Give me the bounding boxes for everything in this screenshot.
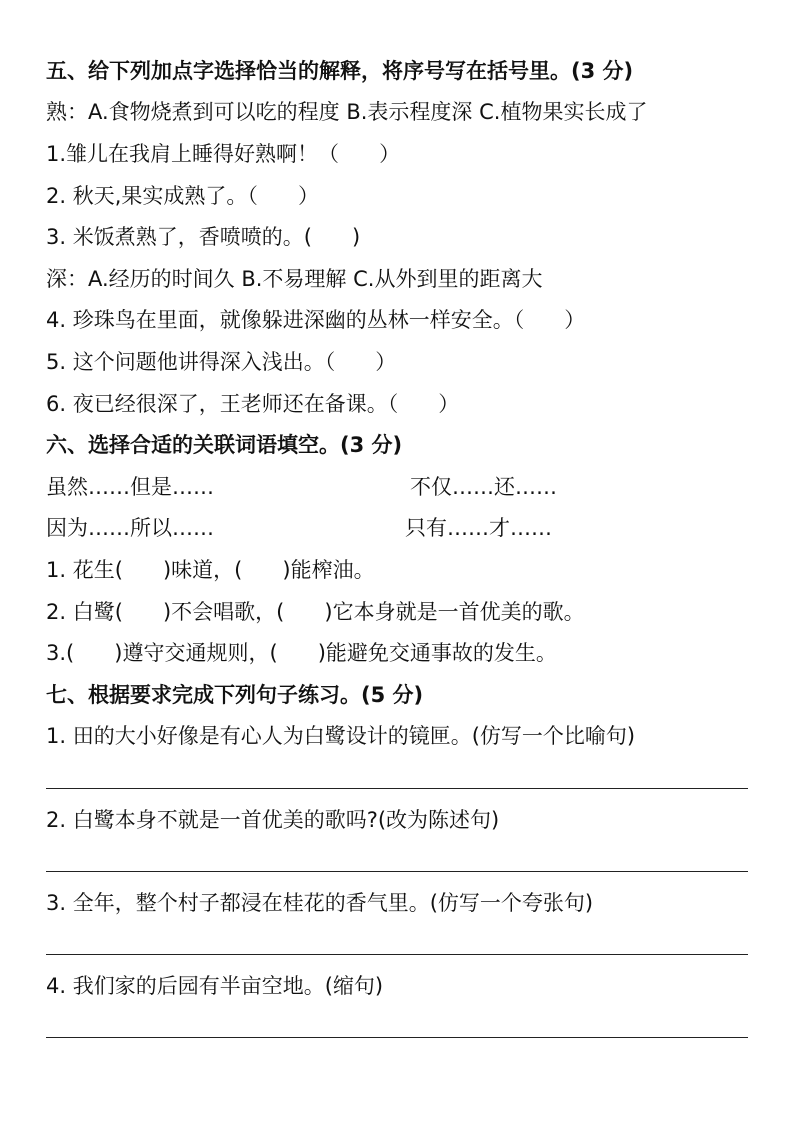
question-5-2: 2. 秋天,果实成熟了。（ ） — [46, 184, 319, 208]
question-5-1: 1.雏儿在我肩上睡得好熟啊！（ ） — [46, 142, 401, 166]
question-6-1: 1. 花生( )味道，( )能榨油。 — [46, 558, 375, 582]
question-5-6: 6. 夜已经很深了，王老师还在备课。（ ） — [46, 392, 460, 416]
answer-line-7-1[interactable] — [46, 788, 748, 789]
section6-title: 六、选择合适的关联词语填空。(3 分) — [46, 433, 403, 457]
shu-definitions: 熟：A.食物烧煮到可以吃的程度 B.表示程度深 C.植物果实长成了 — [46, 100, 648, 124]
section7-title: 七、根据要求完成下列句子练习。(5 分) — [46, 683, 424, 707]
answer-line-7-3[interactable] — [46, 954, 748, 955]
question-7-2: 2. 白鹭本身不就是一首优美的歌吗?(改为陈述句) — [46, 808, 500, 832]
question-7-3: 3. 全年，整个村子都浸在桂花的香气里。(仿写一个夸张句) — [46, 891, 594, 915]
conjunction-option-1: 虽然……但是…… — [46, 475, 214, 499]
question-5-4: 4. 珍珠鸟在里面，就像躲进深幽的丛林一样安全。（ ） — [46, 308, 586, 332]
question-5-5: 5. 这个问题他讲得深入浅出。（ ） — [46, 350, 397, 374]
section5-title: 五、给下列加点字选择恰当的解释，将序号写在括号里。(3 分) — [46, 59, 634, 83]
question-6-3: 3.( )遵守交通规则，( )能避免交通事故的发生。 — [46, 641, 557, 665]
answer-line-7-2[interactable] — [46, 871, 748, 872]
question-5-3: 3. 米饭煮熟了，香喷喷的。( ) — [46, 225, 361, 249]
shen-definitions: 深：A.经历的时间久 B.不易理解 C.从外到里的距离大 — [46, 267, 543, 291]
answer-line-7-4[interactable] — [46, 1037, 748, 1038]
question-7-1: 1. 田的大小好像是有心人为白鹭设计的镜匣。(仿写一个比喻句) — [46, 724, 636, 748]
question-7-4: 4. 我们家的后园有半亩空地。(缩句) — [46, 974, 384, 998]
conjunction-option-2: 不仅……还…… — [410, 475, 557, 499]
conjunction-option-4: 只有……才…… — [405, 516, 552, 540]
question-6-2: 2. 白鹭( )不会唱歌，( )它本身就是一首优美的歌。 — [46, 600, 585, 624]
conjunction-option-3: 因为……所以…… — [46, 516, 214, 540]
